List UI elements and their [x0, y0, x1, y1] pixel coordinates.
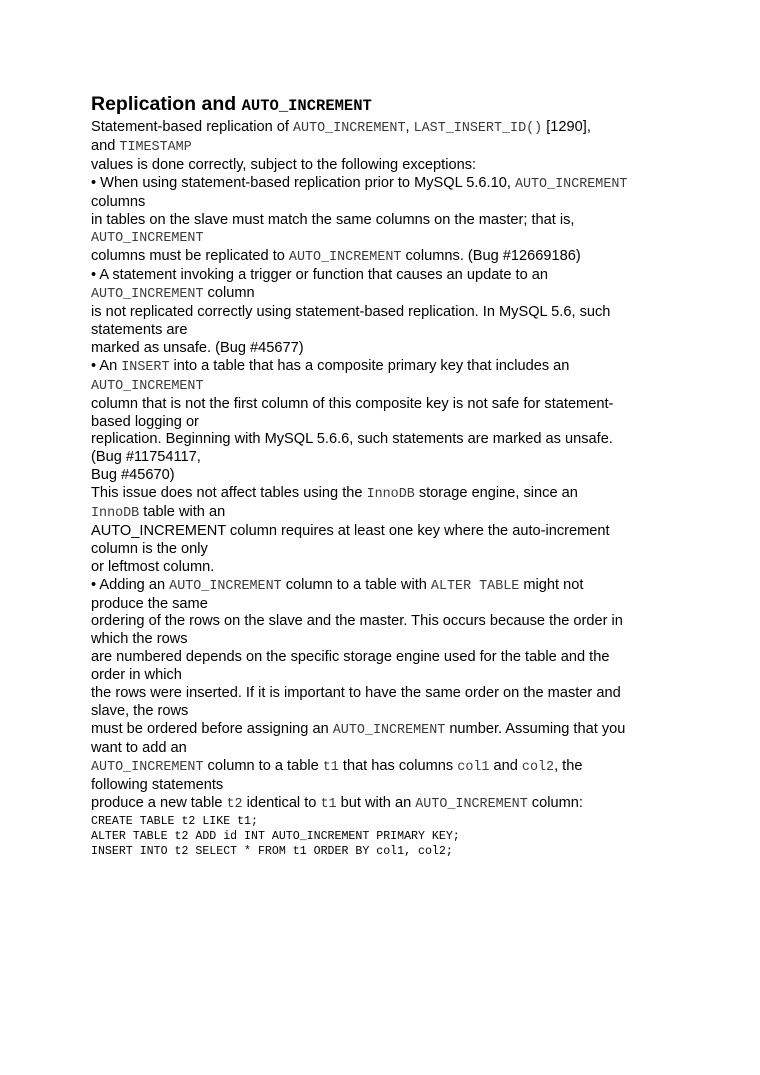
inline-code: col2	[521, 759, 555, 775]
text-segment: • When using statement-based replication prior to MySQL 5.6.10,	[91, 174, 515, 191]
text-line	[91, 758, 681, 777]
text-line	[91, 396, 681, 414]
text-segment: column to a table with	[281, 576, 431, 593]
text-segment: (Bug #11754117,	[91, 449, 201, 466]
text-segment: might not	[519, 576, 584, 593]
text-line	[91, 559, 681, 577]
text-line	[91, 340, 681, 358]
text-segment: the rows were inserted. If it is important to have the same order on the master and	[91, 685, 621, 702]
text-segment: column is the only	[91, 540, 208, 557]
text-line	[91, 248, 681, 267]
text-segment: table with an	[139, 504, 226, 521]
text-segment: which the rows	[91, 631, 188, 648]
code-line: CREATE TABLE t2 LIKE t1;	[91, 815, 258, 829]
text-segment: but with an	[336, 794, 416, 811]
text-line	[91, 267, 681, 285]
inline-code: col1	[457, 759, 490, 775]
text-line	[91, 322, 681, 340]
body-text	[91, 119, 681, 813]
inline-code: TIMESTAMP	[119, 139, 192, 155]
text-segment: or leftmost column.	[91, 558, 215, 575]
title-text: Replication and	[91, 93, 242, 115]
text-line	[91, 229, 681, 248]
text-segment: based logging or	[91, 413, 199, 430]
text-line	[91, 138, 681, 157]
text-segment: slave, the rows	[91, 703, 189, 719]
text-segment: values is done correctly, subject to the following exceptions:	[91, 156, 477, 173]
text-line	[91, 431, 681, 449]
text-line	[91, 667, 681, 685]
code-block	[91, 814, 681, 859]
text-line	[91, 577, 681, 596]
text-segment: identical to	[242, 794, 321, 811]
text-segment: , the	[554, 757, 583, 774]
text-segment: column to a table	[203, 757, 323, 774]
text-segment: must be ordered before assigning an	[91, 720, 333, 737]
text-line	[91, 449, 681, 467]
text-line	[91, 175, 681, 194]
text-segment: Statement-based replication of	[91, 119, 293, 135]
inline-code: AUTO_INCREMENT	[415, 796, 528, 812]
section-title	[91, 91, 681, 119]
inline-code: AUTO_INCREMENT	[514, 176, 628, 192]
text-segment: statements are	[91, 321, 188, 338]
title-code: AUTO_INCREMENT	[241, 97, 372, 115]
text-segment: AUTO_INCREMENT column requires at least one key where the auto-increment	[91, 522, 610, 539]
text-line	[91, 285, 681, 304]
document-page	[91, 91, 681, 859]
text-segment: • A statement invoking a trigger or function that causes an update to an	[91, 267, 548, 284]
text-segment: columns. (Bug #12669186)	[401, 248, 581, 265]
text-line	[91, 649, 681, 667]
text-segment: is not replicated correctly using statement-based replication. In MySQL 5.6, such	[91, 304, 611, 321]
inline-code: ALTER TABLE	[430, 578, 520, 594]
inline-code: InnoDB	[366, 487, 415, 503]
text-segment: • Adding an	[91, 576, 170, 593]
text-segment: that has columns	[338, 757, 458, 774]
text-line	[91, 304, 681, 322]
text-segment: are numbered depends on the specific storage engine used for the table and the	[91, 649, 610, 666]
text-segment: following statements	[91, 776, 224, 793]
text-line	[91, 523, 681, 541]
text-line	[91, 414, 681, 432]
inline-code: AUTO_INCREMENT	[288, 250, 402, 266]
text-segment: column that is not the first column of this composite key is not safe for statement-	[91, 395, 614, 412]
inline-code: InnoDB	[91, 506, 140, 522]
text-segment: Bug #45670)	[91, 467, 175, 484]
text-line	[91, 795, 681, 814]
inline-code: LAST_INSERT_ID()	[413, 121, 543, 136]
text-segment: replication. Beginning with MySQL 5.6.6, such statements are marked as unsafe.	[91, 431, 613, 448]
text-line	[91, 119, 681, 138]
text-segment: produce the same	[91, 595, 208, 612]
text-line	[91, 504, 681, 523]
inline-code: AUTO_INCREMENT	[169, 578, 282, 594]
text-line	[91, 740, 681, 758]
text-line	[91, 212, 681, 230]
text-segment: columns	[91, 193, 146, 210]
text-line	[91, 485, 681, 504]
inline-code: INSERT	[121, 359, 170, 375]
text-line	[91, 777, 681, 795]
text-line	[91, 157, 681, 175]
text-segment: [1290],	[542, 119, 591, 135]
text-segment: into a table that has a composite primary key that includes an	[169, 357, 570, 374]
inline-code: t1	[320, 796, 337, 812]
text-line	[91, 467, 681, 485]
inline-code: AUTO_INCREMENT	[91, 759, 204, 775]
code-line: INSERT INTO t2 SELECT * FROM t1 ORDER BY col1, col2;	[91, 845, 453, 859]
text-line	[91, 631, 681, 649]
inline-code: AUTO_INCREMENT	[332, 722, 446, 738]
inline-code: t2	[226, 796, 243, 812]
inline-code: AUTO_INCREMENT	[91, 287, 204, 303]
text-line	[91, 721, 681, 740]
inline-code: AUTO_INCREMENT	[293, 121, 406, 136]
inline-code: AUTO_INCREMENT	[91, 378, 204, 394]
inline-code: t1	[322, 759, 339, 775]
inline-code: AUTO_INCREMENT	[91, 231, 204, 247]
text-line	[91, 685, 681, 703]
text-segment: want to add an	[91, 739, 187, 756]
code-line: ALTER TABLE t2 ADD id INT AUTO_INCREMENT PRIMARY KEY;	[91, 830, 460, 844]
text-segment: column	[203, 285, 255, 302]
text-line	[91, 703, 681, 721]
text-segment: column:	[527, 794, 583, 811]
text-segment: columns must be replicated to	[91, 248, 289, 265]
text-line	[91, 596, 681, 614]
text-segment: and	[91, 137, 120, 154]
text-line	[91, 541, 681, 559]
text-segment: This issue does not affect tables using the	[91, 485, 367, 502]
text-line	[91, 613, 681, 631]
text-segment: in tables on the slave must match the same columns on the master; that is,	[91, 211, 575, 228]
text-segment: ordering of the rows on the slave and the master. This occurs because the order in	[91, 613, 623, 630]
text-segment: • An	[91, 357, 122, 374]
text-segment: produce a new table	[91, 794, 227, 811]
text-line	[91, 358, 681, 377]
text-segment: ,	[405, 119, 414, 135]
text-segment: storage engine, since an	[414, 485, 578, 502]
text-segment: order in which	[91, 667, 182, 684]
text-segment: marked as unsafe. (Bug #45677)	[91, 339, 304, 356]
text-line	[91, 194, 681, 212]
text-segment: number. Assuming that you	[445, 720, 626, 737]
text-segment: and	[489, 757, 522, 774]
text-line	[91, 377, 681, 396]
